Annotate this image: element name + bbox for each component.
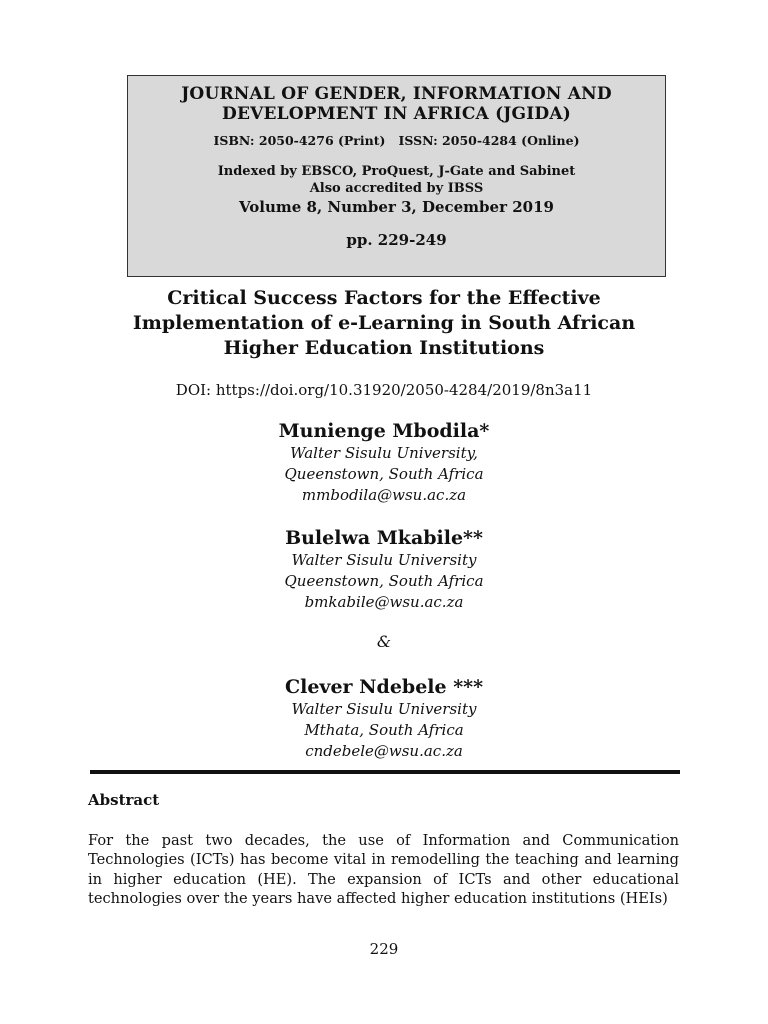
journal-title-line-1: JOURNAL OF GENDER, INFORMATION AND [181,84,612,104]
paper-title-line-1: Critical Success Factors for the Effective [167,287,601,309]
author-affiliation: Walter Sisulu University [291,700,477,718]
indexed-by: Indexed by EBSCO, ProQuest, J-Gate and Sabinet [217,164,576,179]
author-name: Munienge Mbodila* [278,420,490,442]
author-1 [134,419,634,506]
accreditation: Also accredited by IBSS [309,181,484,196]
volume-issue: Volume 8, Number 3, December 2019 [239,198,554,216]
journal-header-box [127,75,666,277]
author-location: Mthata, South Africa [304,721,464,739]
section-divider [90,770,680,774]
page-range: pp. 229-249 [346,231,447,249]
author-affiliation: Walter Sisulu University, [290,444,478,462]
author-separator-ampersand: & [376,632,392,651]
page-number: 229 [369,940,399,958]
author-2 [134,526,634,613]
doi-link[interactable]: DOI: https://doi.org/10.31920/2050-4284/2019/8n3a11 [175,381,593,399]
paper-title-line-3: Higher Education Institutions [223,337,545,359]
author-email[interactable]: bmkabile@wsu.ac.za [304,593,464,611]
author-location: Queenstown, South Africa [284,572,484,590]
abstract-heading: Abstract [88,791,160,809]
isbn-issn: ISBN: 2050-4276 (Print) ISSN: 2050-4284 (Online) [213,133,580,148]
journal-title [128,84,665,124]
author-name: Clever Ndebele *** [284,676,484,698]
author-email[interactable]: mmbodila@wsu.ac.za [301,486,467,504]
paper-title [100,286,668,361]
abstract-text: For the past two decades, the use of Information and Communication Technologies (ICTs) has become vital in remodelling the teaching and learning in higher education (HE). The expansion of ICTs and other educational technologies over the years have affected higher education institutions (HEIs) [88,832,679,907]
author-affiliation: Walter Sisulu University [291,551,477,569]
author-name: Bulelwa Mkabile** [285,527,483,549]
author-location: Queenstown, South Africa [284,465,484,483]
author-3 [134,675,634,762]
journal-title-line-2: DEVELOPMENT IN AFRICA (JGIDA) [222,104,571,124]
paper-title-line-2: Implementation of e-Learning in South African [132,312,636,334]
author-email[interactable]: cndebele@wsu.ac.za [305,742,463,760]
